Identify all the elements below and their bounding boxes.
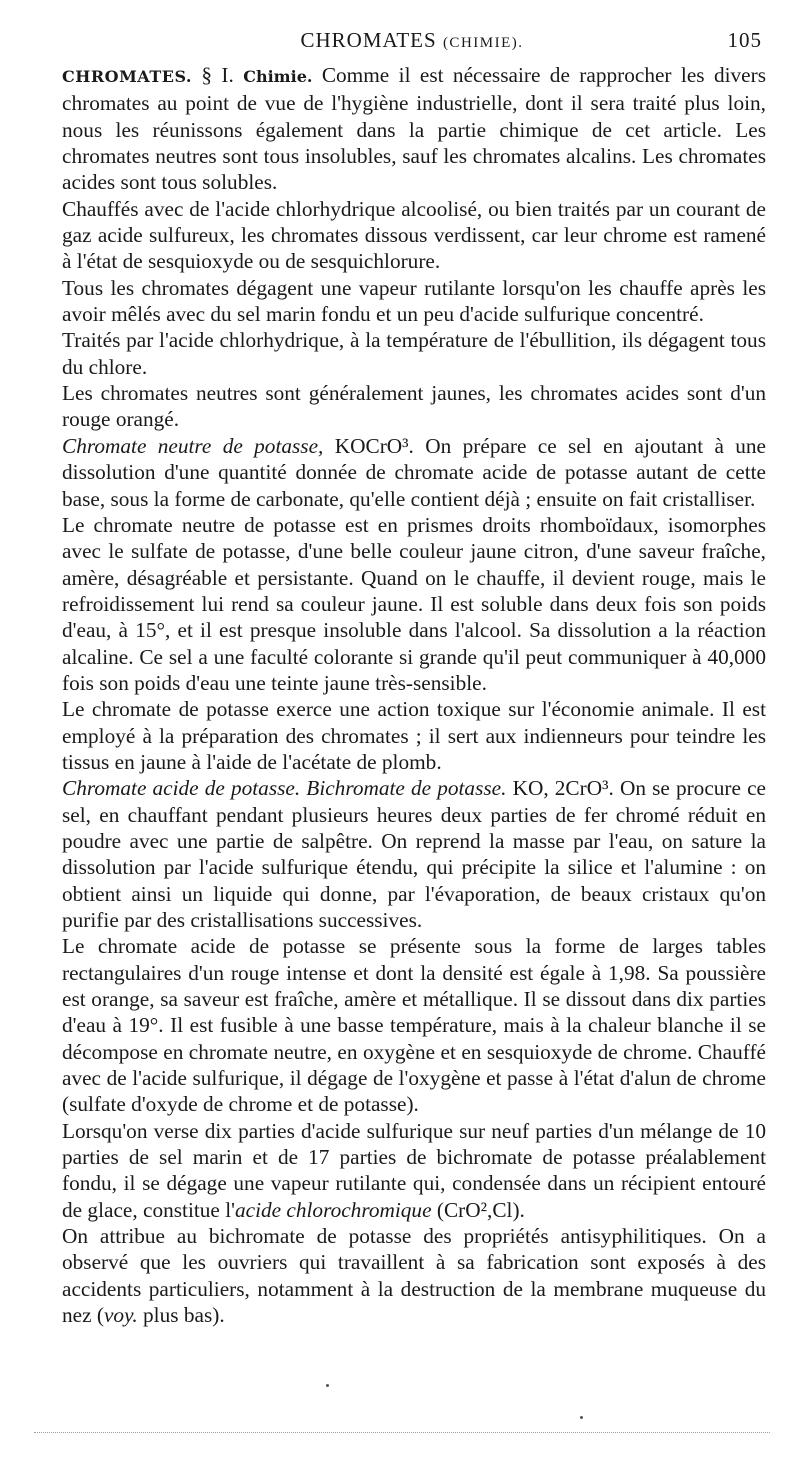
page-number: 105: [727, 28, 762, 52]
paragraph-12-end: plus bas).: [143, 1303, 225, 1328]
print-speck: [580, 1416, 583, 1419]
section-mark: § I.: [201, 63, 234, 87]
paragraph-2: Chauffés avec de l'acide chlorhydrique alcoolisé, ou bien traités par un courant de gaz acide sulfureux, les chromates dissous verdissent, car leur chrome est ramené à l'état de sesquioxyde ou de sesquichlorure.: [62, 196, 766, 274]
running-title-main: CHROMATES: [300, 28, 437, 52]
paragraph-7: Le chromate neutre de potasse est en prismes droits rhomboïdaux, isomorphes avec le sulfate de potasse, d'une belle couleur jaune citron, d'une saveur fraîche, amère, désagréable et persistante. Quand on le chauffe, il devient rouge, mais le refroidissement lui rend sa couleur jaune. Il est soluble dans deux fois son poids d'eau, à 15°, et il est presque insoluble dans l'alcool. Sa dissolution a la réaction alcaline. Ce sel a une faculté colorante si grande qu'il peut communiquer à 40,000 fois son poids d'eau une teinte jaune très-sensible.: [62, 512, 766, 695]
formula-neutral: KOCrO³.: [334, 433, 414, 458]
paragraph-12: [62, 1223, 766, 1328]
paragraph-10: Le chromate acide de potasse se présente sous la forme de larges tables rectangulaires d'un rouge intense et dont la densité est égale à 1,98. Sa poussière est orange, sa saveur est fraîche, amère et métallique. Il se dissout dans dix parties d'eau à 19°. Il est fusible à une basse température, mais à la chaleur blanche il se décompose en chromate neutre, en oxygène et en sesquioxyde de chrome. Chauffé avec de l'acide sulfurique, il dégage de l'oxygène et passe à l'état d'alun de chrome (sulfate d'oxyde de chrome et de potasse).: [62, 934, 766, 1117]
paragraph-6-text: On prépare ce sel en ajoutant à une dissolution d'une quantité donnée de chromate acide de potasse autant de cette base, sous la forme de carbonate, qu'elle contient déjà ; ensuite on fait cristalliser.: [62, 433, 767, 511]
paragraph-8: Le chromate de potasse exerce une action toxique sur l'économie animale. Il est employé à la préparation des chromates ; il sert aux indienneurs pour teindre les tissus en jaune à l'aide de l'acétate de plomb.: [62, 697, 766, 774]
paragraph-6: [62, 433, 766, 512]
formula-chlorochromic: (CrO²,Cl).: [436, 1197, 525, 1222]
paragraph-12-text: On attribue au bichromate de potasse des propriétés antisyphilitiques. On a observé que les ouvriers qui travaillent à sa fabrication sont exposés à des accidents particuliers, notamment à la destruction de la membrane muqueuse du nez (: [62, 1224, 766, 1328]
paragraph-9: [62, 775, 766, 933]
paragraph-1: [62, 62, 766, 196]
entry-heading: CHROMATES.: [62, 67, 192, 86]
paragraph-5: Les chromates neutres sont généralement jaunes, les chromates acides sont d'un rouge orangé.: [62, 381, 766, 432]
section-title: Chimie.: [243, 67, 313, 86]
paragraph-3: Tous les chromates dégagent une vapeur rutilante lorsqu'on les chauffe après les avoir mêlés avec du sel marin fondu et un peu d'acide sulfurique concentré.: [62, 275, 766, 327]
running-head: [62, 22, 762, 56]
bottom-rule: [34, 1432, 770, 1433]
article-body: [62, 62, 766, 1329]
print-speck: [326, 1384, 329, 1387]
paragraph-4: Traités par l'acide chlorhydrique, à la température de l'ébullition, ils dégagent tous du chlore.: [62, 328, 766, 379]
formula-bichromate: KO, 2CrO³.: [512, 776, 614, 801]
running-title: [62, 28, 762, 53]
see-reference: voy.: [103, 1303, 138, 1328]
paragraph-11-text: Lorsqu'on verse dix parties d'acide sulfurique sur neuf parties d'un mélange de 10 parties de sel marin et de 17 parties de bichromate de potasse préalablement fondu, il se dégage une vapeur rutilante qui, condensée dans un récipient entouré de glace, constitue l': [62, 1118, 766, 1222]
acid-chlorochromic-term: acide chlorochromique: [234, 1197, 432, 1222]
compound-name-acid: Chromate acide de potasse. Bichromate de potasse.: [62, 776, 507, 801]
compound-name-neutral: Chromate neutre de potasse,: [62, 433, 324, 458]
paragraph-1-text: Comme il est nécessaire de rapprocher les divers chromates au point de vue de l'hygiène industrielle, dont il sera traité plus loin, nous les réunissons également dans la partie chimique de cet article. Les chromates neutres sont tous insolubles, sauf les chromates alcalins. Les chromates acides sont tous solubles.: [62, 63, 766, 195]
running-title-subject: (CHIMIE).: [442, 35, 524, 51]
paragraph-9-text: On se procure ce sel, en chauffant pendant plusieurs heures deux parties de fer chromé réduit en poudre avec une partie de salpêtre. On reprend la masse par l'eau, on sature la dissolution par l'acide sulfurique étendu, qui précipite la silice et l'alumine : on obtient ainsi un liquide qui donne, par l'évaporation, de beaux cristaux qu'on purifie par des cristallisations successives.: [62, 776, 767, 932]
paragraph-11: [62, 1118, 766, 1223]
